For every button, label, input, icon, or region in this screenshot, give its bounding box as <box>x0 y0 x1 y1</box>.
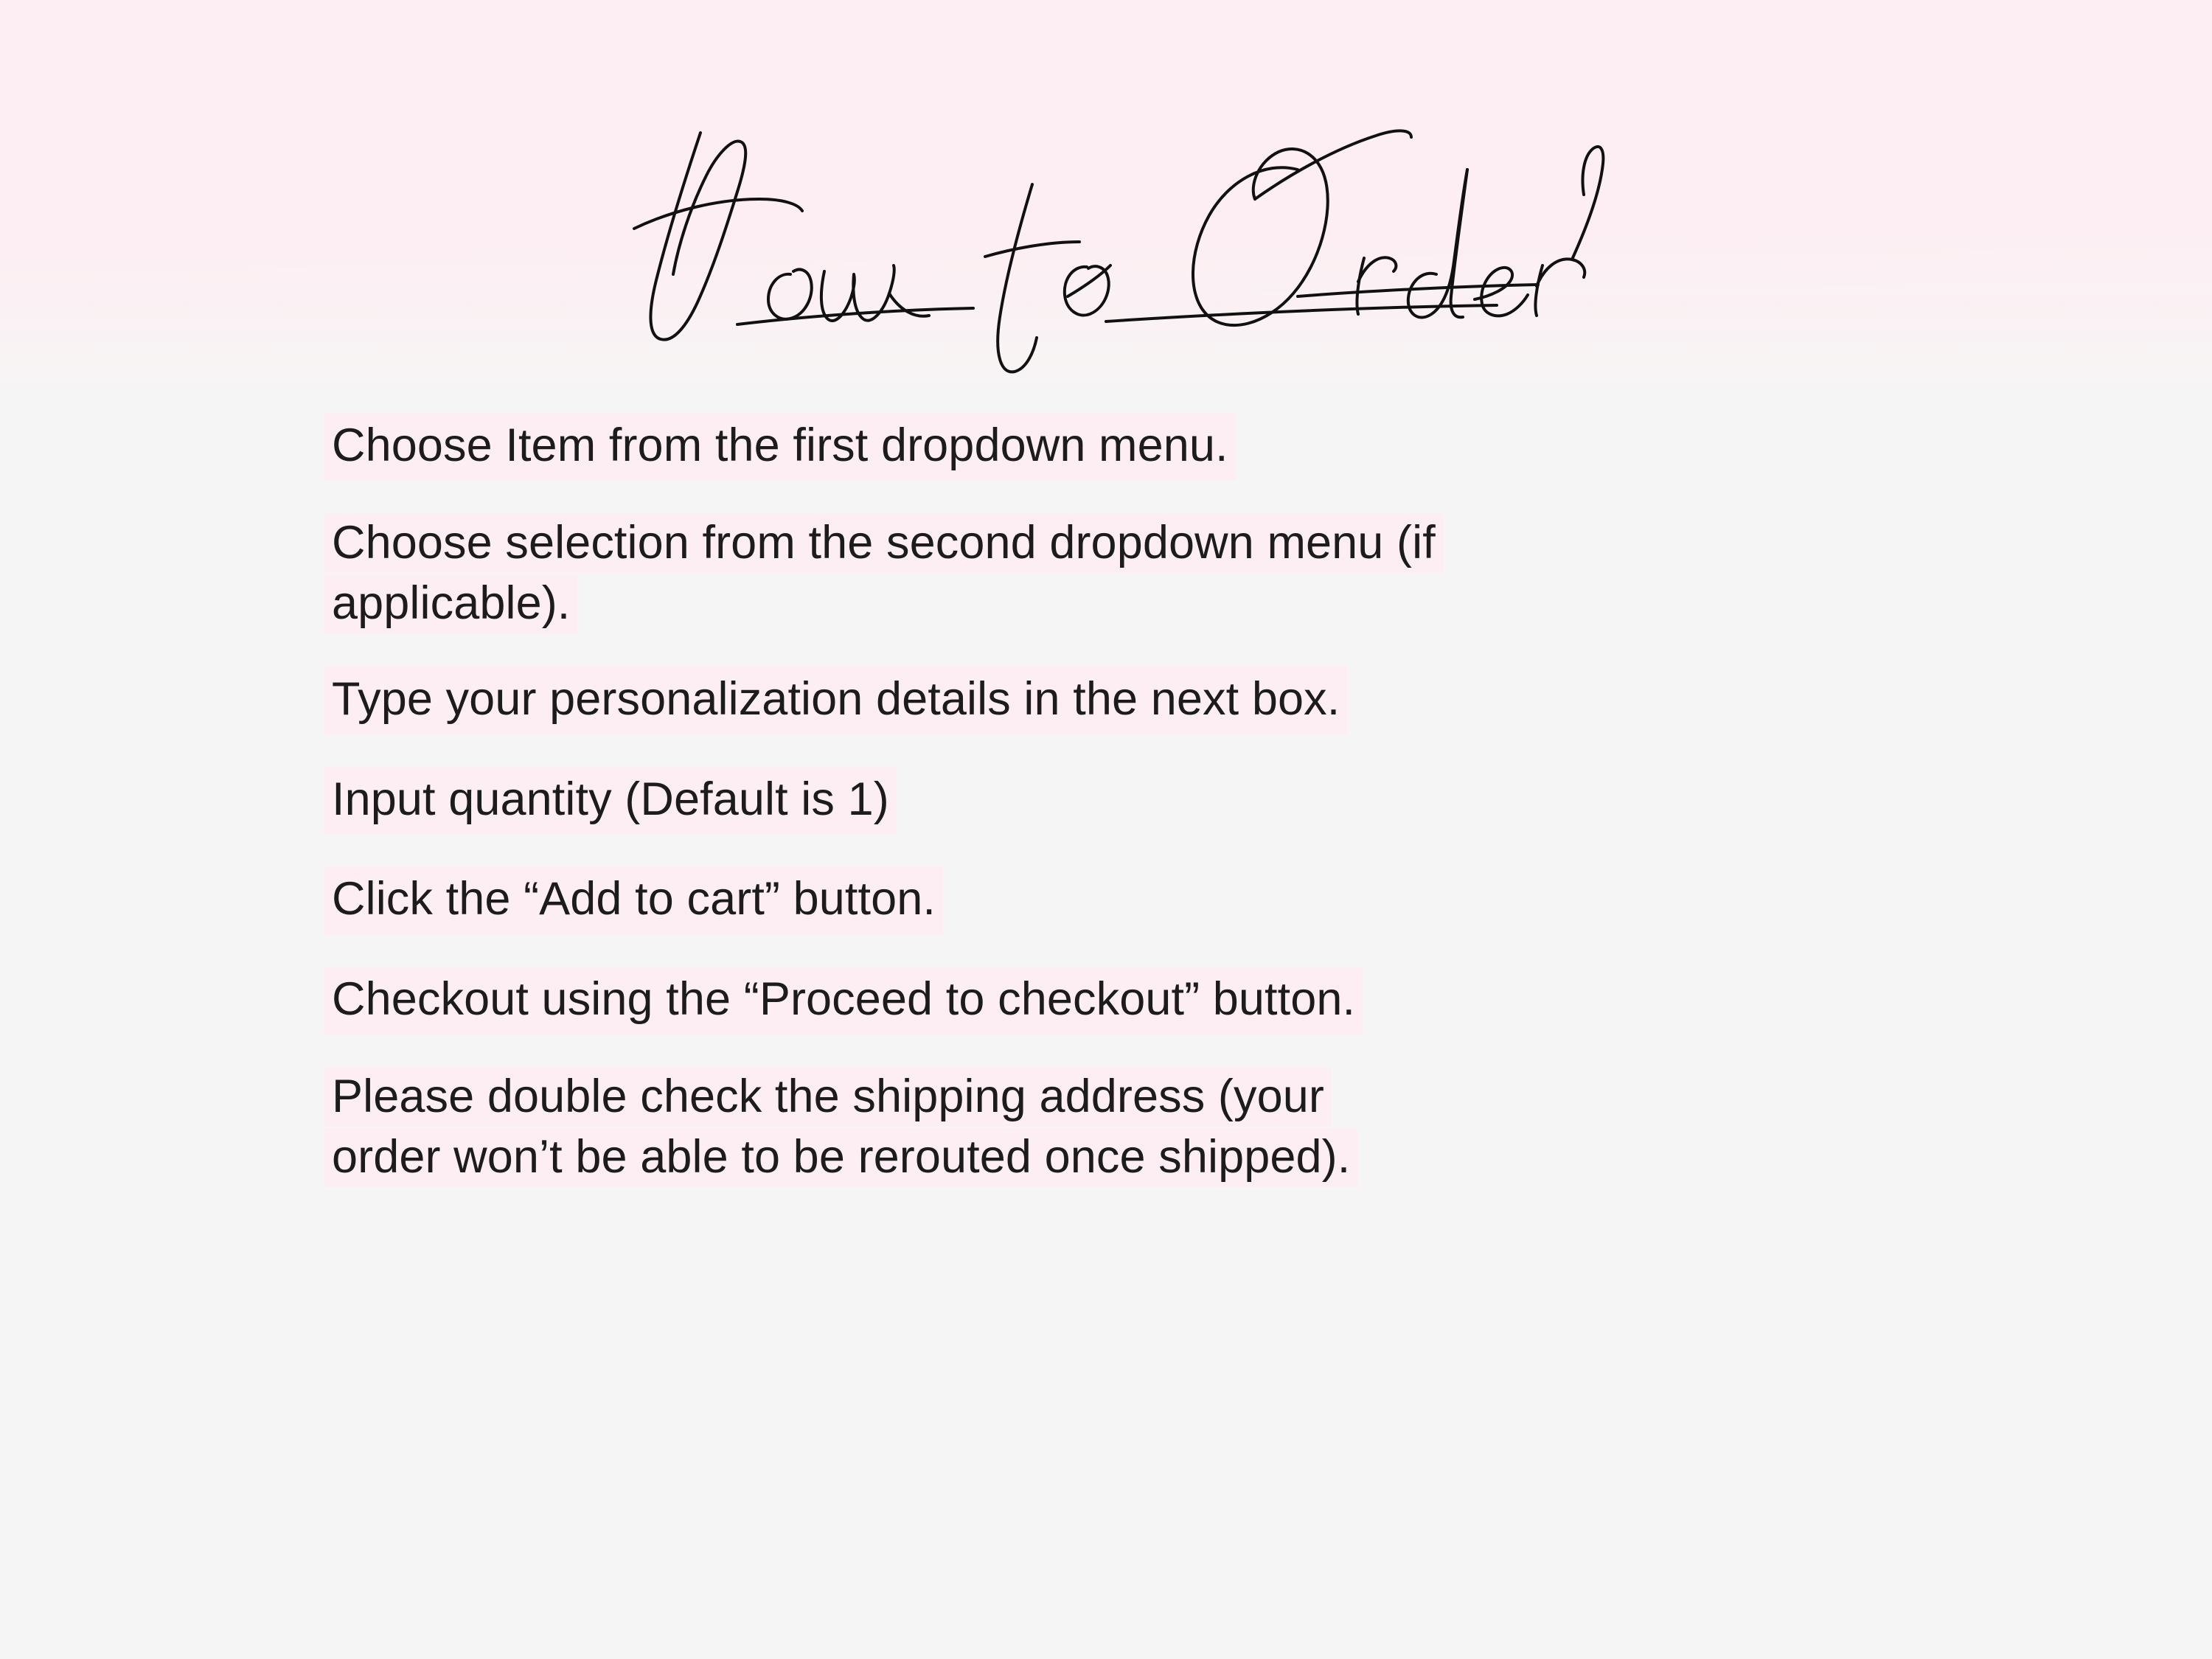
step-text: Type your personalization details in the next box. <box>324 667 1347 734</box>
step-checkout <box>324 967 1873 1034</box>
step-text: Choose Item from the first dropdown menu. <box>324 413 1236 481</box>
step-quantity <box>324 767 1873 835</box>
step-choose-selection <box>324 513 1703 634</box>
steps-list <box>324 413 1873 1220</box>
step-text: Input quantity (Default is 1) <box>324 767 897 835</box>
step-text: Checkout using the “Proceed to checkout” button. <box>324 967 1363 1034</box>
step-choose-item <box>324 413 1873 481</box>
heading-script-artwork <box>516 81 1696 376</box>
step-shipping-address <box>324 1067 1703 1188</box>
step-text: applicable). <box>324 574 577 633</box>
page-title <box>0 81 2212 391</box>
step-text: Please double check the shipping address (your <box>324 1068 1332 1127</box>
step-personalization <box>324 667 1873 734</box>
step-text: order won’t be able to be rerouted once shipped). <box>324 1128 1357 1187</box>
step-text: Click the “Add to cart” button. <box>324 866 943 934</box>
step-text: Choose selection from the second dropdown menu (if <box>324 514 1443 573</box>
step-add-to-cart <box>324 866 1873 934</box>
